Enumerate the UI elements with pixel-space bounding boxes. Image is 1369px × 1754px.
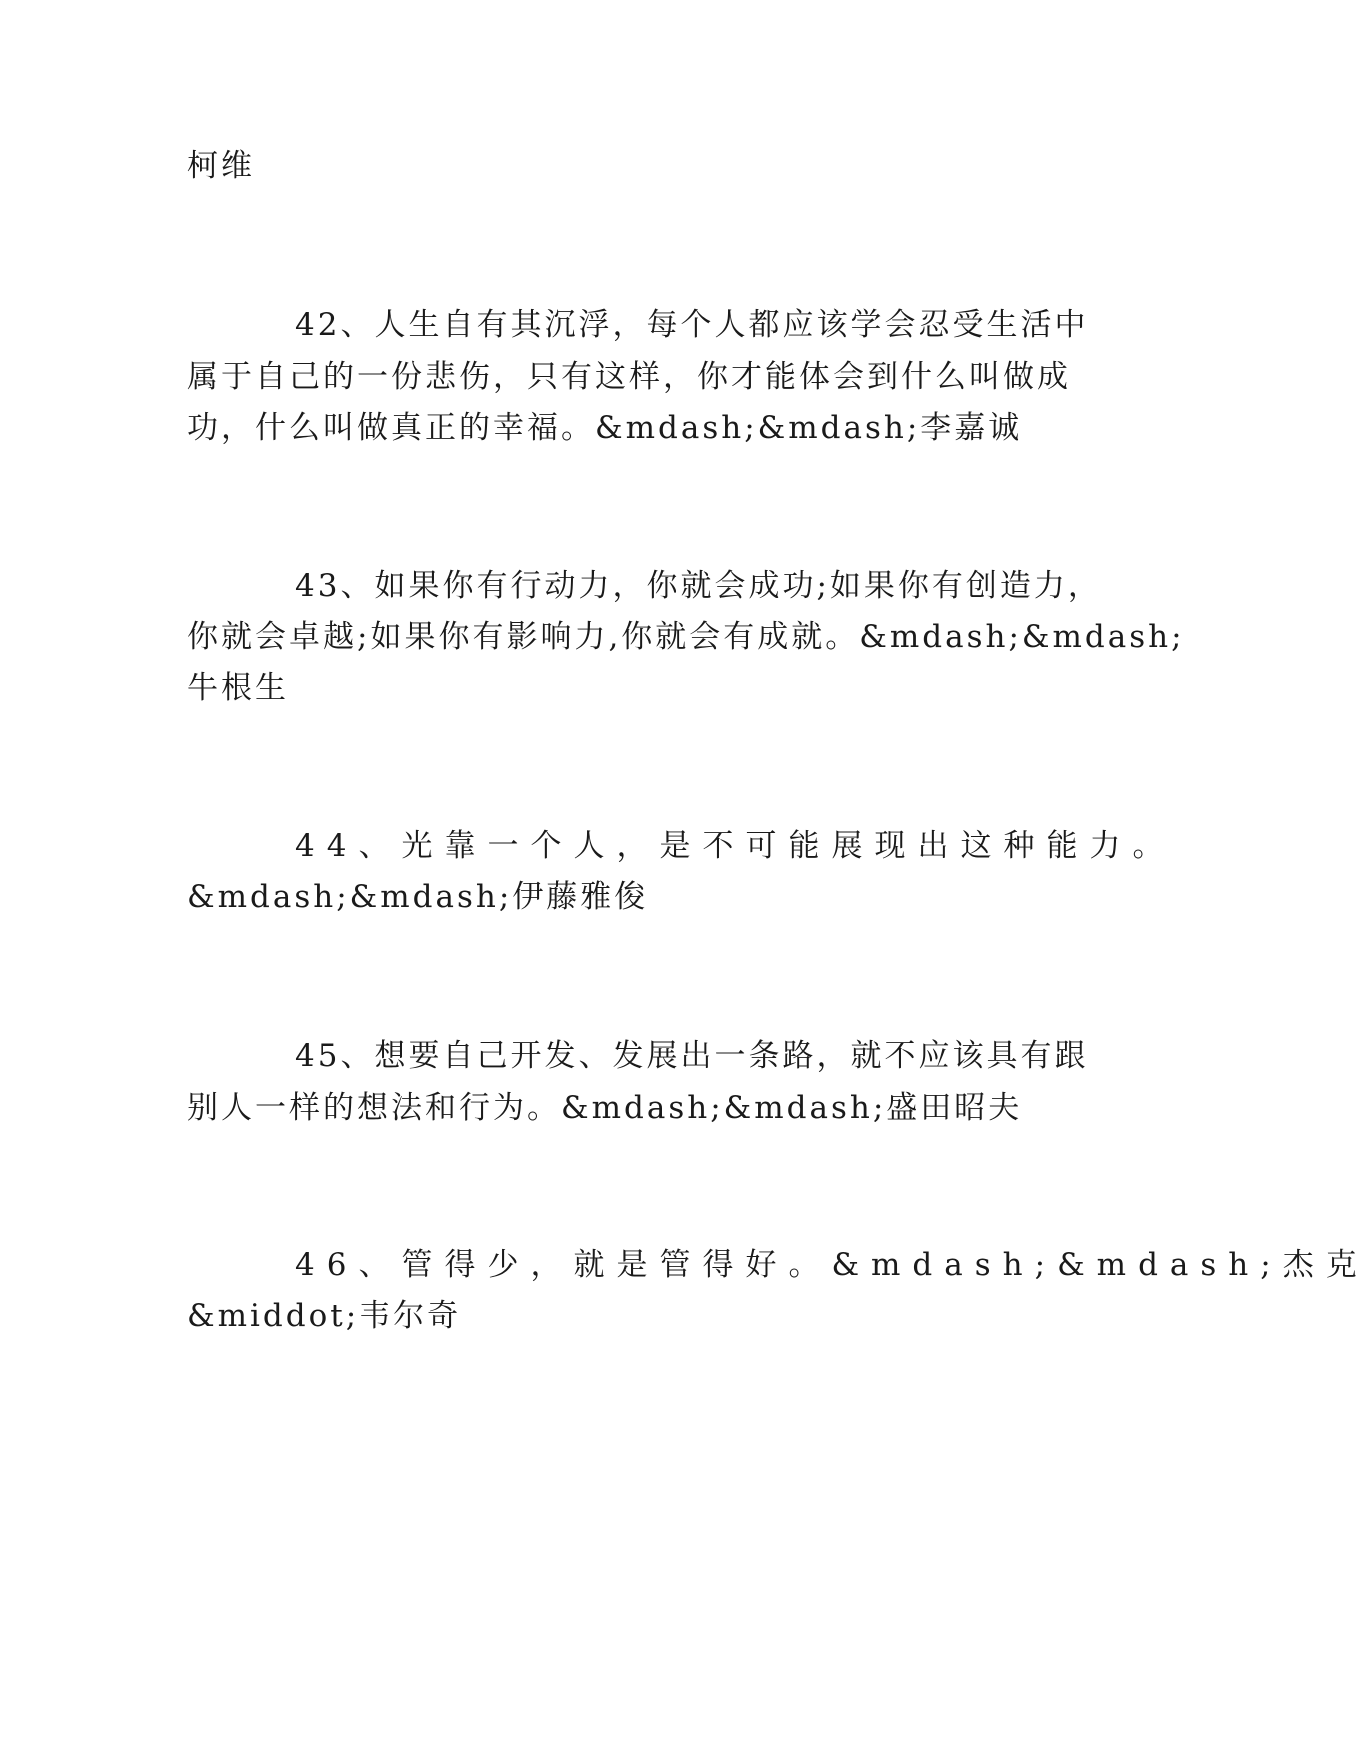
quote-42-line-2: 属于自己的一份悲伤，只有这样，你才能体会到什么叫做成 xyxy=(187,359,1071,395)
quote-45-line-2: 别人一样的想法和行为。&mdash;&mdash;盛田昭夫 xyxy=(187,1090,1023,1126)
quote-43-line-3: 牛根生 xyxy=(187,670,289,706)
author-fragment: 柯维 xyxy=(187,148,255,184)
quote-44-line-1: 44、光靠一个人，是不可能展现出这种能力。 xyxy=(295,828,1176,864)
quote-43-line-2: 你就会卓越;如果你有影响力,你就会有成就。&mdash;&mdash; xyxy=(187,619,1185,655)
quote-43-line-1: 43、如果你有行动力，你就会成功;如果你有创造力， xyxy=(295,568,1102,604)
quote-46-line-1: 46、管得少，就是管得好。&mdash;&mdash;杰克 xyxy=(295,1247,1369,1283)
quote-42-line-1: 42、人生自有其沉浮，每个人都应该学会忍受生活中 xyxy=(295,307,1089,343)
quote-42-line-3: 功，什么叫做真正的幸福。&mdash;&mdash;李嘉诚 xyxy=(187,410,1023,446)
quote-44-line-2: &mdash;&mdash;伊藤雅俊 xyxy=(187,879,649,915)
quote-46-line-2: &middot;韦尔奇 xyxy=(187,1298,462,1334)
quote-45-line-1: 45、想要自己开发、发展出一条路，就不应该具有跟 xyxy=(295,1038,1089,1074)
